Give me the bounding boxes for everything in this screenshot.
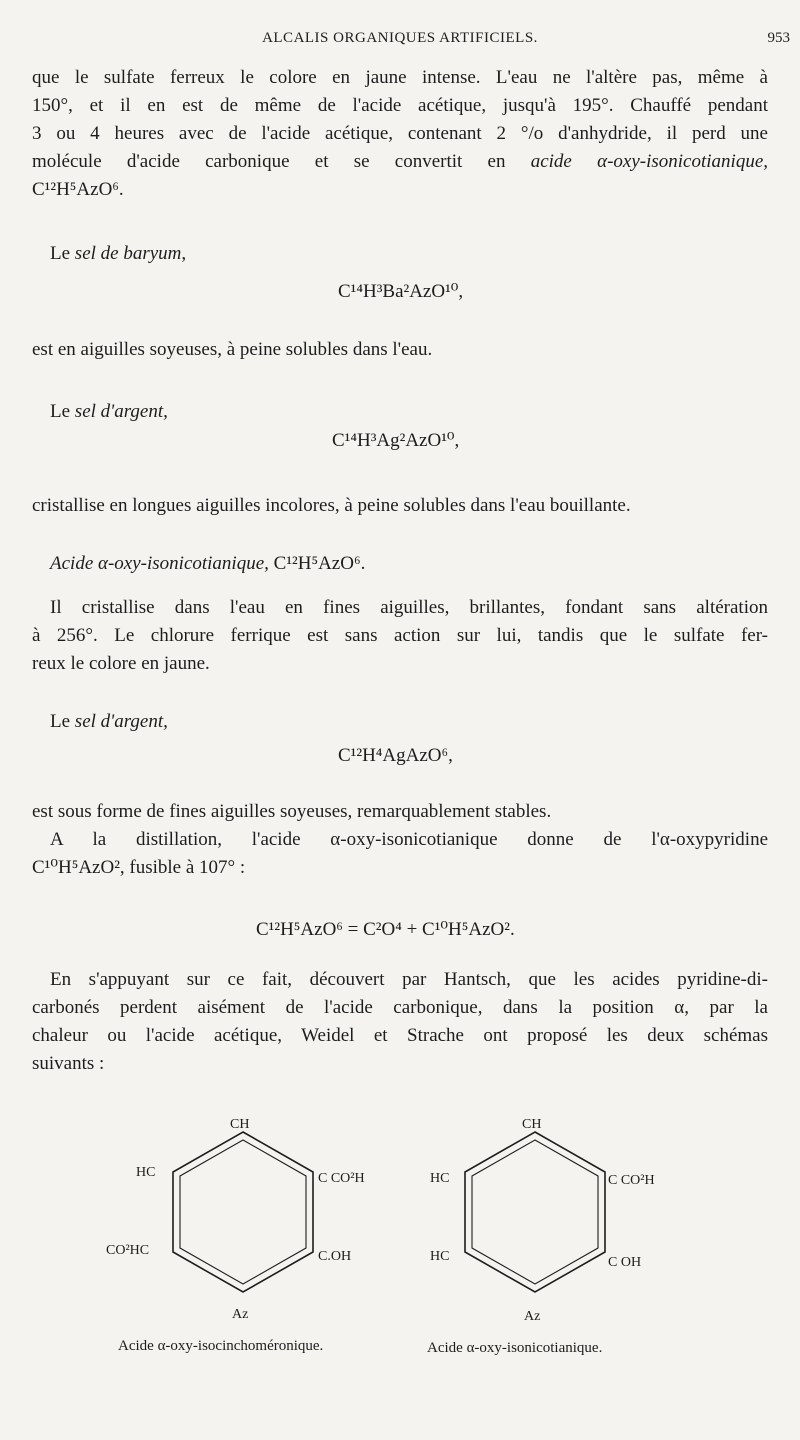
text-line: que le sulfate ferreux le colore en jaune intense. L'eau ne l'altère pas, même à <box>32 67 768 88</box>
running-title: ALCALIS ORGANIQUES ARTIFICIELS. <box>262 30 538 46</box>
section-label <box>32 240 186 268</box>
text-line: 3 ou 4 heures avec de l'acide acétique, contenant 2 °/o d'anhydride, il perd une <box>32 123 768 144</box>
atom-label: C OH <box>608 1255 642 1270</box>
atom-label: CH <box>522 1117 542 1132</box>
text-line: à 256°. Le chlorure ferrique est sans action sur lui, tandis que le sulfate fer- <box>32 625 768 646</box>
description: cristallise en longues aiguilles incolores, à peine solubles dans l'eau bouillante. <box>32 495 631 516</box>
italic-term: sel de baryum, <box>74 243 187 264</box>
text-span: molécule d'acide carbonique et se convertit en <box>32 151 531 172</box>
atom-label: HC <box>430 1249 450 1264</box>
formula: C¹²H⁴AgAzO⁶, <box>338 745 453 766</box>
text-line: Il cristallise dans l'eau en fines aiguilles, brillantes, fondant sans altération <box>50 597 768 618</box>
page-header <box>0 30 800 52</box>
structural-formulas <box>100 1110 700 1330</box>
text-line: C¹⁰H⁵AzO², fusible à 107° : <box>32 857 246 878</box>
atom-label: HC <box>136 1165 156 1180</box>
italic-term: sel d'argent, <box>74 401 168 422</box>
text-span: Le <box>50 243 75 264</box>
atom-label: Az <box>524 1309 541 1324</box>
atom-label: C CO²H <box>318 1171 365 1186</box>
section-label <box>32 708 168 736</box>
text-span: Le <box>50 711 75 732</box>
italic-term: sel d'argent, <box>74 711 168 732</box>
formula: C¹⁴H³Ag²AzO¹⁰, <box>332 430 460 451</box>
reaction-equation: C¹²H⁵AzO⁶ = C²O⁴ + C¹⁰H⁵AzO². <box>256 919 515 940</box>
formula: C¹⁴H³Ba²AzO¹⁰, <box>338 281 464 302</box>
text-line: En s'appuyant sur ce fait, découvert par Hantsch, que les acides pyridine-di- <box>50 969 768 990</box>
figure-caption-2: Acide α-oxy-isonicotianique. <box>427 1340 603 1356</box>
paragraph-3 <box>32 826 768 882</box>
text-line: carbonés perdent aisément de l'acide carbonique, dans la position α, par la <box>32 997 768 1018</box>
text-span: Le <box>50 401 75 422</box>
text-line: 150°, et il en est de même de l'acide acétique, jusqu'à 195°. Chauffé pendant <box>32 95 768 116</box>
text-line: reux le colore en jaune. <box>32 653 210 674</box>
atom-label: Az <box>232 1307 249 1322</box>
hexagon-ring-1 <box>173 1132 313 1292</box>
description: est en aiguilles soyeuses, à peine solubles dans l'eau. <box>32 339 433 360</box>
italic-term: Acide α-oxy-isonicotianique, <box>50 553 269 574</box>
atom-label: CO²HC <box>106 1243 150 1258</box>
section-label <box>32 398 168 426</box>
paragraph-2 <box>32 594 768 678</box>
text-line: C¹²H⁵AzO⁶. <box>32 179 124 200</box>
italic-term: acide α-oxy-isonicotianique, <box>530 151 768 172</box>
atom-label: CH <box>230 1117 250 1132</box>
atom-label: C CO²H <box>608 1173 655 1188</box>
text-line: suivants : <box>32 1053 105 1074</box>
paragraph-4 <box>32 966 768 1078</box>
compound-heading <box>32 550 365 578</box>
atom-label: C.OH <box>318 1249 352 1264</box>
description: est sous forme de fines aiguilles soyeuses, remarquablement stables. <box>32 801 552 822</box>
text-line: chaleur ou l'acide acétique, Weidel et Strache ont proposé les deux schémas <box>32 1025 768 1046</box>
page-number: 953 <box>767 30 790 46</box>
paragraph-1 <box>32 64 768 204</box>
text-line <box>32 148 768 176</box>
text-line: A la distillation, l'acide α-oxy-isonicotianique donne de l'α-oxypyridine <box>50 829 768 850</box>
hexagon-ring-2 <box>465 1132 605 1292</box>
figure-caption-1: Acide α-oxy-isocinchoméronique. <box>118 1338 324 1354</box>
text-span: C¹²H⁵AzO⁶. <box>268 553 366 574</box>
atom-label: HC <box>430 1171 450 1186</box>
